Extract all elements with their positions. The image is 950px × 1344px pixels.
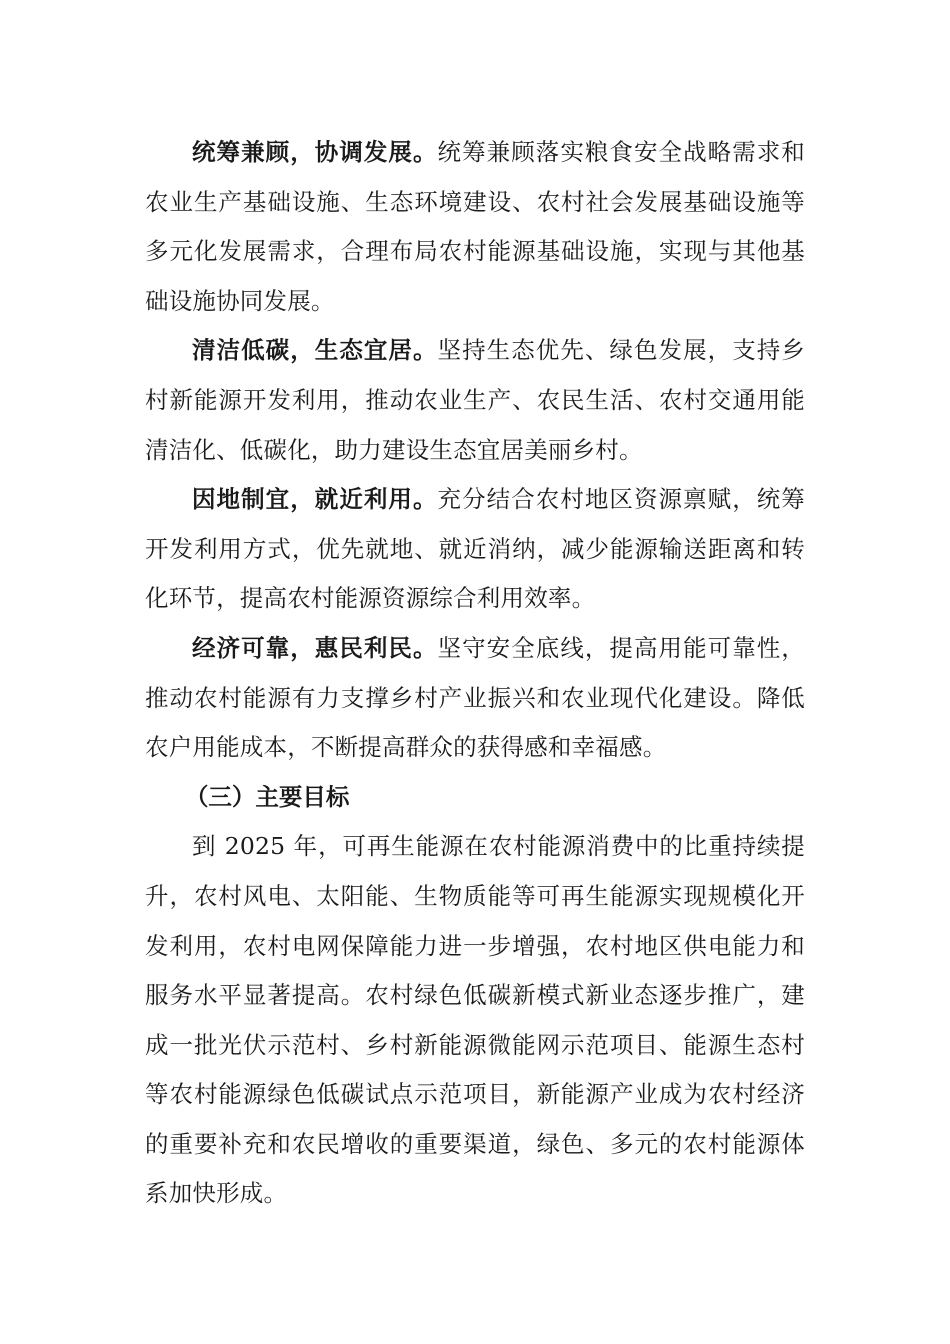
principle-title: 清洁低碳，生态宜居。 <box>192 336 438 365</box>
principle-text: 坚持生态优先、绿色发展，支持乡村新能源开发利用，推动农业生产、农民生活、农村交通用能清洁化、低碳化，助力建设生态宜居美丽乡村。 <box>145 336 806 464</box>
principle-title: 统筹兼顾，协调发展。 <box>192 138 438 166</box>
principle-paragraph-local-use <box>145 475 805 624</box>
principle-paragraph-coordination <box>145 128 805 326</box>
section-heading: （三）主要目标 <box>184 782 350 811</box>
goal-paragraph: 到 2025 年，可再生能源在农村能源消费中的比重持续提升，农村风电、太阳能、生物质能等可再生能源实现规模化开发利用，农村电网保障能力进一步增强，农村地区供电能力和服务水平显著提高。农村绿色低碳新模式新业态逐步推广，建成一批光伏示范村、乡村新能源微能网示范项目、能源生态村等农村能源绿色低碳试点示范项目，新能源产业成为农村经济的重要补充和农民增收的重要渠道，绿色、多元的农村能源体系加快形成。 <box>145 832 805 1208</box>
principle-text: 充分结合农村地区资源禀赋，统筹开发利用方式，优先就地、就近消纳，减少能源输送距离和转化环节，提高农村能源资源综合利用效率。 <box>145 485 806 613</box>
document-body <box>145 128 805 1219</box>
principle-text: 坚守安全底线，提高用能可靠性，推动农村能源有力支撑乡村产业振兴和农业现代化建设。降低农户用能成本，不断提高群众的获得感和幸福感。 <box>145 633 806 762</box>
principle-title: 经济可靠，惠民利民。 <box>192 633 438 662</box>
principle-text: 统筹兼顾落实粮食安全战略需求和农业生产基础设施、生态环境建设、农村社会发展基础设施等多元化发展需求，合理布局农村能源基础设施，实现与其他基础设施协同发展。 <box>145 138 806 315</box>
principle-title: 因地制宜，就近利用。 <box>192 485 438 514</box>
principle-paragraph-reliability <box>145 624 805 773</box>
principle-paragraph-low-carbon <box>145 326 805 475</box>
